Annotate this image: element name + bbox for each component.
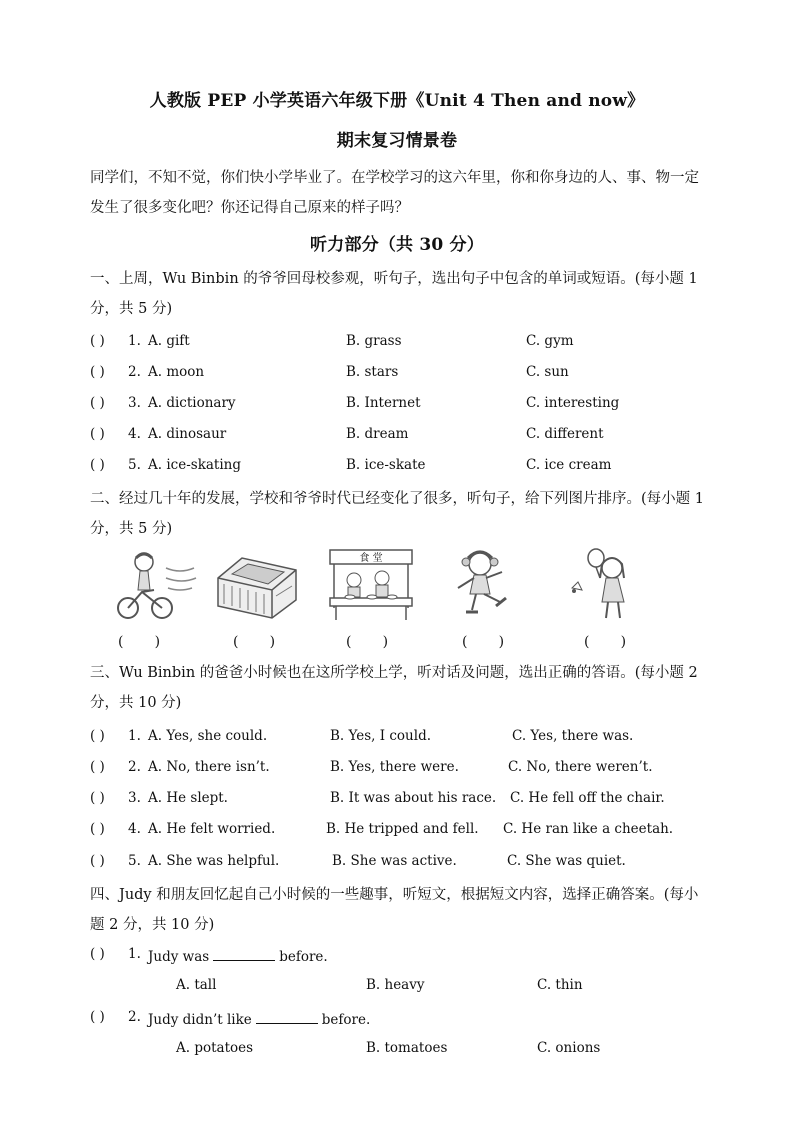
question-stem bbox=[148, 946, 328, 965]
option-a: A. ice-skating bbox=[148, 457, 241, 473]
option-a: A. gift bbox=[148, 333, 190, 349]
option-a: A. dictionary bbox=[148, 395, 236, 411]
answer-blank[interactable]: ( ) bbox=[90, 333, 105, 349]
part1-question-2 bbox=[0, 364, 794, 386]
question-number: 1. bbox=[128, 333, 141, 349]
option-c: C. onions bbox=[537, 1040, 601, 1056]
answer-blank[interactable]: ( ) bbox=[90, 759, 105, 775]
answer-blank[interactable]: ( ) bbox=[90, 821, 105, 837]
girl-riding-bike-icon bbox=[110, 548, 200, 622]
option-b: B. ice-skate bbox=[346, 457, 426, 473]
part1-question-5 bbox=[0, 457, 794, 479]
option-b: B. She was active. bbox=[332, 853, 457, 869]
part3-question-4 bbox=[0, 821, 794, 843]
option-b: B. tomatoes bbox=[366, 1040, 448, 1056]
answer-blank[interactable]: ( ) bbox=[90, 1009, 105, 1025]
canteen-icon bbox=[326, 548, 416, 622]
option-a: A. No, there isn’t. bbox=[148, 759, 270, 775]
part4-question-1-options bbox=[0, 977, 794, 999]
question-number: 3. bbox=[128, 790, 141, 806]
girl-ice-skating-icon bbox=[440, 548, 530, 622]
option-c: C. He ran like a cheetah. bbox=[503, 821, 674, 837]
question-number: 2. bbox=[128, 759, 141, 775]
question-number: 1. bbox=[128, 946, 141, 962]
option-c: C. thin bbox=[537, 977, 583, 993]
stem-after-blank: before. bbox=[321, 1012, 371, 1028]
part3-question-3 bbox=[0, 790, 794, 812]
fill-in-blank[interactable] bbox=[213, 946, 275, 961]
option-c: C. different bbox=[526, 426, 604, 442]
picture-5-answer-blank[interactable]: ( ) bbox=[584, 634, 627, 650]
option-b: B. Internet bbox=[346, 395, 421, 411]
question-number: 5. bbox=[128, 853, 141, 869]
girl-playing-badminton-icon bbox=[560, 548, 650, 622]
option-a: A. potatoes bbox=[176, 1040, 254, 1056]
part1-instruction: 一、上周，Wu Binbin 的爷爷回母校参观，听句子，选出句子中包含的单词或短语。(每小题 1 分，共 5 分) bbox=[90, 271, 698, 317]
part2-instruction: 二、经过几十年的发展，学校和爷爷时代已经变化了很多，听句子，给下列图片排序。(每小题 1 分，共 5 分) bbox=[90, 491, 704, 537]
option-b: B. dream bbox=[346, 426, 409, 442]
option-b: B. heavy bbox=[366, 977, 425, 993]
option-a: A. moon bbox=[148, 364, 205, 380]
option-b: B. He tripped and fell. bbox=[326, 821, 479, 837]
option-c: C. interesting bbox=[526, 395, 620, 411]
option-c: C. She was quiet. bbox=[507, 853, 626, 869]
part3-question-5 bbox=[0, 853, 794, 875]
option-b: B. It was about his race. bbox=[330, 790, 497, 806]
part4-instruction: 四、Judy 和朋友回忆起自己小时候的一些趣事，听短文，根据短文内容，选择正确答案。(每小题 2 分，共 10 分) bbox=[90, 887, 699, 933]
option-b: B. stars bbox=[346, 364, 399, 380]
fill-in-blank[interactable] bbox=[256, 1009, 318, 1024]
part4-question-2 bbox=[0, 1009, 794, 1031]
answer-blank[interactable]: ( ) bbox=[90, 946, 105, 962]
answer-blank[interactable]: ( ) bbox=[90, 853, 105, 869]
part3-question-2 bbox=[0, 759, 794, 781]
option-b: B. Yes, there were. bbox=[330, 759, 459, 775]
question-number: 3. bbox=[128, 395, 141, 411]
question-number: 5. bbox=[128, 457, 141, 473]
option-a: A. dinosaur bbox=[148, 426, 227, 442]
stem-before-blank: Judy was bbox=[148, 949, 210, 965]
part3-question-1 bbox=[0, 728, 794, 750]
option-a: A. tall bbox=[176, 977, 217, 993]
option-b: B. Yes, I could. bbox=[330, 728, 431, 744]
part4-question-2-options bbox=[0, 1040, 794, 1062]
option-c: C. Yes, there was. bbox=[512, 728, 634, 744]
option-a: A. He felt worried. bbox=[148, 821, 276, 837]
part1-question-4 bbox=[0, 426, 794, 448]
answer-blank[interactable]: ( ) bbox=[90, 790, 105, 806]
option-c: C. gym bbox=[526, 333, 574, 349]
intro-paragraph: 同学们，不知不觉，你们快小学毕业了。在学校学习的这六年里，你和你身边的人、事、物一定发生了很多变化吧？你还记得自己原来的样子吗？ bbox=[90, 170, 699, 216]
option-c: C. He fell off the chair. bbox=[510, 790, 665, 806]
part1-question-3 bbox=[0, 395, 794, 417]
exam-title: 人教版 PEP 小学英语六年级下册《Unit 4 Then and now》 bbox=[149, 91, 645, 111]
gym-building-icon bbox=[212, 548, 302, 622]
listening-section-title: 听力部分（共 30 分） bbox=[310, 235, 484, 255]
question-stem bbox=[148, 1009, 370, 1028]
exam-subtitle: 期末复习情景卷 bbox=[336, 131, 458, 151]
question-number: 1. bbox=[128, 728, 141, 744]
picture-4-answer-blank[interactable]: ( ) bbox=[462, 634, 505, 650]
picture-1-answer-blank[interactable]: ( ) bbox=[118, 634, 161, 650]
option-b: B. grass bbox=[346, 333, 402, 349]
answer-blank[interactable]: ( ) bbox=[90, 364, 105, 380]
answer-blank[interactable]: ( ) bbox=[90, 728, 105, 744]
question-number: 4. bbox=[128, 821, 141, 837]
option-c: C. sun bbox=[526, 364, 569, 380]
option-c: C. ice cream bbox=[526, 457, 612, 473]
answer-blank[interactable]: ( ) bbox=[90, 457, 105, 473]
part3-instruction: 三、Wu Binbin 的爸爸小时候也在这所学校上学，听对话及问题，选出正确的答语。(每小题 2 分，共 10 分) bbox=[90, 665, 698, 711]
picture-3-answer-blank[interactable]: ( ) bbox=[346, 634, 389, 650]
option-c: C. No, there weren’t. bbox=[508, 759, 653, 775]
part1-question-1 bbox=[0, 333, 794, 355]
canteen-sign-text: 食 堂 bbox=[359, 553, 383, 564]
option-a: A. He slept. bbox=[148, 790, 228, 806]
question-number: 2. bbox=[128, 1009, 141, 1025]
part4-question-1 bbox=[0, 946, 794, 968]
option-a: A. She was helpful. bbox=[148, 853, 280, 869]
answer-blank[interactable]: ( ) bbox=[90, 395, 105, 411]
question-number: 2. bbox=[128, 364, 141, 380]
stem-before-blank: Judy didn’t like bbox=[148, 1012, 252, 1028]
stem-after-blank: before. bbox=[279, 949, 328, 965]
option-a: A. Yes, she could. bbox=[148, 728, 268, 744]
picture-2-answer-blank[interactable]: ( ) bbox=[233, 634, 276, 650]
question-number: 4. bbox=[128, 426, 141, 442]
answer-blank[interactable]: ( ) bbox=[90, 426, 105, 442]
